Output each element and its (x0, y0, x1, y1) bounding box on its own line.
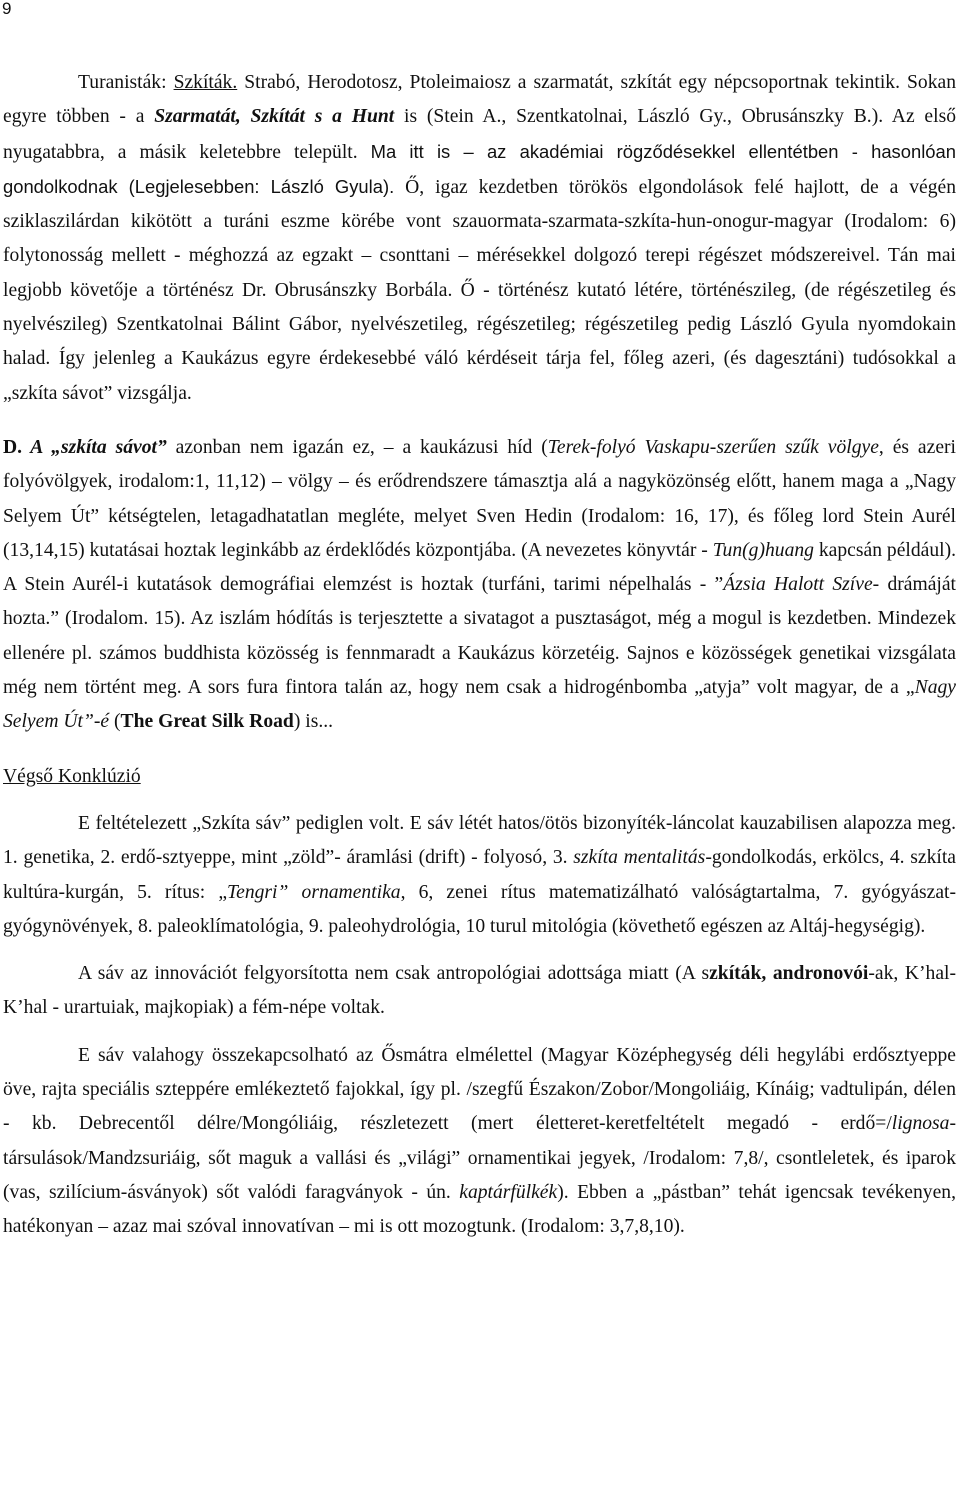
text-span: E feltételezett „Szkíta sáv” pediglen volt. E sáv létét hatos/ötös bizonyíték-láncolat kauzabilisen alapozza meg. 1. genetika, 2. erdő-sztyeppe, mint „zöld”- áramlási (drift) - folyosó, 3. (3, 812, 956, 869)
section-heading: Végső Konklúzió (3, 765, 141, 787)
text-span: Ő, igaz kezdetben törökös elgondolások felé hajlott, de a végén sziklaszilárdan kikötött a turáni eszme körébe vont szauormata-szarmata-szkíta-hun-onogur-magyar (Irodalom: 6) folytonosság mellett - méghozzá az egzakt – csonttani – mérésekkel dolgozó terepi régészet módszereivel. Tán mai legjobb követője a történész Dr. Obrusánszky Borbála. Ő - történész kutató létére, történészileg, (de régészetileg és nyelvészileg) Szentkatolnai Bálint Gábor, nyelvészetileg, régészetileg; régészetileg pedig László Gyula nyomdokain halad. Így jelenleg a Kaukázus egyre érdekesebbé váló kérdéseit tárja fel, főleg azeri, (és dagesztáni) tudósokkal a „szkíta sávot” vizsgálja. (3, 176, 956, 404)
bold-italic-span: Szarmatát, Szkítát s a Hunt (154, 106, 395, 128)
italic-span: Tengri” ornamentika (227, 881, 401, 903)
bold-span: zkíták, andronovói (709, 963, 869, 985)
text-span: - drámáját hozta.” (Irodalom. 15). Az iszlám hódítás is terjesztette a sivatagot a pusztaságot, még a mogul is kezdetben. Mindezek ellenére pl. számos buddhista közösség is fennmaradt a Kaukázus körzetéig. Sajnos e közösségek genetikai vizsgálata még nem történt meg. A sors fura fintora talán az, hogy nem csak a hidrogénbomba „atyja” volt magyar, de a „ (3, 574, 956, 699)
italic-span: Terek-folyó Vaskapu-szerűen szűk völgye (547, 436, 879, 458)
text-span: Strabó, Herodotosz, Ptoleimaiosz a szarmatát, szkítát egy népcsoportnak tekintik. Sokan egyre többen - a (3, 72, 956, 128)
text-span: ( (109, 711, 121, 733)
text-span: ). Ebben a „pástban” tehát igencsak tevékenyen, hatékonyan – azaz mai szóval innovatívan – mi is ott mozogtunk. (Irodalom: 3,7,8,10). (3, 1181, 956, 1238)
bold-span: The Great Silk Road (120, 711, 294, 733)
italic-span: lignosa (891, 1113, 950, 1135)
sans-serif-span: Ma itt is – az akadémiai rögződésekkel ellentétben - hasonlóan gondolkodnak (Legjelesebben: László Gyula). (3, 140, 956, 197)
text-span: azonban nem igazán ez, – a kaukázusi híd ( (166, 436, 548, 458)
page-number: 9 (2, 0, 12, 18)
bold-span: D. (3, 436, 23, 458)
text-span: ) is... (293, 711, 334, 733)
paragraph-szkita-sav (3, 431, 956, 740)
text-span: , 6, zenei rítus matematizálható valóságtartalma, 7. gyógyászat-gyógynövények, 8. paleoklímatológia, 9. paleohydrológia, 10 turul mitológia (követhető egészen az Altáj-hegységig). (3, 881, 957, 937)
paragraph-turanists (3, 66, 956, 411)
paragraph-innovation (3, 957, 956, 1026)
italic-span: Nagy Selyem Út”-é (3, 677, 956, 733)
text-span: , és azeri folyóvölgyek, irodalom:1, 11,12) – völgy – és erődrendszere támasztja alá a nagyközönség előtt, hanem maga a „Nagy Selyem Út” kétségtelen, letagadhatatlan megléte, melyet Sven Hedin (Irodalom: 16, 17), és főleg lord Stein Aurél (13,14,15) kutatásai hoztak leginkább az érdeklődés központjába. (A nevezetes könyvtár - (3, 436, 956, 561)
text-span: E sáv valahogy összekapcsolható az Ősmátra elmélettel (Magyar Középhegység déli hegylábi erdősztyeppe öve, rajta speciális szteppére emlékeztető fajokkal, így pl. /szegfű Északon/Zobor/Mongoliáig, Kínáig; vadtulipán, délen - kb. Debrecentől délre/Mongóliáig, részletezett (mert életteret-keretfeltételt megadó - erdő=/ (3, 1044, 956, 1135)
italic-span: Tun(g)huang (712, 539, 814, 561)
paragraph-osmatra (3, 1039, 956, 1245)
text-span: -ak, K’hal-K’hal - urartuiak, majkopiak) a fém-népe voltak. (3, 963, 957, 1019)
text-span: kapcsán például). A Stein Aurél-i kutatások demográfiai elemzést is hoztak (turfáni, tarimi népelhalás - ” (3, 539, 957, 596)
paragraph-conclusion (3, 807, 956, 944)
italic-span: szkíta mentalitás (573, 847, 706, 869)
link-szkitak[interactable]: Szkíták. (173, 72, 238, 93)
text-span: -társulások/Mandzsuriáig, sőt maguk a vallási és „világi” ornamentikai jegyek, /Irodalom: 7,8/, csontleletek, és iparok (vas, szilícium-ásványok) sőt valódi faragványok - ún. (3, 1113, 956, 1203)
text-span: is (Stein A., Szentkatolnai, László Gy., Obrusánszky B.). Az első nyugatabbra, a másik keletebbre települt. (3, 106, 956, 163)
bold-italic-span: A „szkíta sávot” (22, 436, 167, 458)
text-span: Turanisták: (78, 72, 174, 93)
text-span: A sáv az innovációt felgyorsította nem csak antropológiai adottsága miatt (A s (78, 963, 710, 985)
document-body (3, 66, 956, 1245)
italic-span: Ázsia Halott Szíve (723, 574, 873, 596)
text-span: -gondolkodás, erkölcs, 4. szkíta kultúra-kurgán, 5. rítus: „ (3, 847, 956, 903)
italic-span: kaptárfülkék (459, 1181, 558, 1203)
